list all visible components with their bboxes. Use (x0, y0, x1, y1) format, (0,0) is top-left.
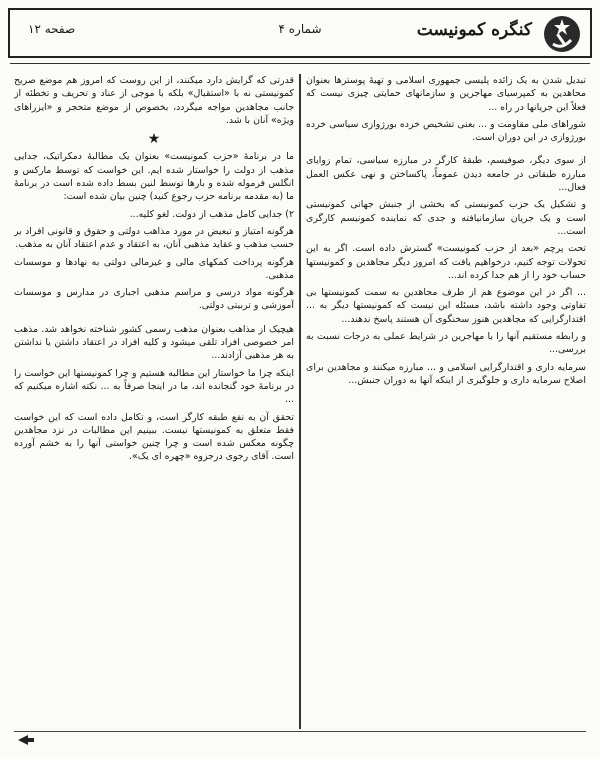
paragraph: تحت پرچم «بعد از حزب کمونیست» گسترش داده است. اگر به این تحولات توجه کنیم، درخواهیم یافت که امروز دیگر مجاهدین و کمونیستها حساب خود را از هم جدا کرده اند... (306, 243, 586, 281)
right-column (306, 74, 586, 729)
paragraph: تحقق آن به نفع طبقه کارگر است، و تکامل داده است که این خواست فقط متعلق به کمونیستها نیست. ببینیم این مطالبات در نزد مجاهدین چگونه معکس شده است و چرا چنین خواستی آنها را به خشم آورده است. آقای رجوی درجزوه «چهره ای یک». (14, 411, 294, 463)
page-header (8, 8, 592, 58)
issue-number: شماره ۴ (278, 22, 322, 36)
footer-rule (14, 731, 586, 732)
paragraph: هرگونه امتیاز و تبعیض در مورد مذاهب دولتی و حقوق و قانونی افراد بر حسب مذهب و عقاید مذهبی آنان، به اعتقاد و عدم اعتقاد آنان به مذهب. (14, 225, 294, 251)
page-number: صفحه ۱۲ (28, 22, 76, 36)
continue-arrow-icon (18, 735, 34, 745)
paragraph: و رابطه مستقیم آنها را با مهاجرین در شرایط عملی به درجات نسبت به بررسی... (306, 331, 586, 356)
paragraph: هیچیک از مذاهب بعنوان مذهب رسمی کشور شناخته نخواهد شد. مذهب امر خصوصی افراد تلقی میشود و کلیه افراد در اعتقاد داشتن یا نداشتن به هر مذهبی آزادند... (14, 323, 294, 362)
paragraph: تبدیل شدن به یک زائده پلیسی جمهوری اسلامی و تهیۀ پوسترها بعنوان محاهدین به کمپرسیای مهاجرین و سازمانهای حمایتی چیزی نیست که فعلاً این جریانها در راه ... (306, 75, 586, 113)
paragraph: ما در برنامۀ «حزب کمونیست» بعنوان یک مطالبۀ دمکراتیک، جدایی مذهب از دولت را خواستار شده ایم. این خواست که توسط مارکس و انگلس فرموله شده و بارها توسط لنین بسط داده شده است در برنامۀ ما (به مقدمه برنامه حزب رجوع کنید) چنین بیان شده است: (14, 151, 294, 203)
left-column (14, 74, 294, 729)
paragraph: قدرتی که گرایش دارد میکنند، از این روست که امروز هم موضع صریح کمونیستی نه با «استقبال» بلکه با موجی از عناد و تحریف و تخطئه از جانب مجاهدین مواجه میگردد، بخصوص از موضع متحجر و «ایزراهای ویژه» آنان با شد. (14, 75, 294, 126)
paragraph: هرگونه پرداخت کمکهای مالی و غیرمالی دولتی به نهادها و موسسات مذهبی. (14, 256, 294, 281)
column-divider (299, 74, 301, 729)
paragraph: ... اگر در این موضوع هم از طرف مجاهدین به سمت کمونیستها بی تفاوتی وجود داشته باشد، مسئله این نیست که کمونیستها دیگر به ... اقتدارگرایی که مجاهدین هنوز سخنگوی آن هستند پاسخ ندهند... (306, 287, 586, 325)
section-star-icon: ★ (147, 131, 161, 148)
paragraph: سرمایه داری و اقتدارگرایی اسلامی و ... مبارزه میکنند و مجاهدین برای اصلاح سرمایه داری و جلوگیری از اینکه آنها به دوران جنبش... (306, 361, 586, 386)
header-rule (10, 63, 590, 64)
paragraph: هرگونه مواد درسی و مراسم مذهبی اجباری در مدارس و موسسات آموزشی و تربیتی دولتی. (14, 287, 294, 312)
paragraph: ۲) جدایی کامل مذهب از دولت. لغو کلیه... (129, 208, 294, 220)
paragraph: از سوی دیگر، صوفیسم، طبقۀ کارگر در مبارزه سیاسی، تمام زوایای مبارزه طبقاتی در جامعه دیدن عموماً، پاکساختن و نهی عکس العمل فعال... (306, 155, 586, 194)
paragraph: و تشکیل یک حزب کمونیستی که بخشی از جنبش جهانی کمونیستی است و یک جریان سازمانیافته و جدی که نماینده کمونیسم کارگری است... (306, 199, 586, 237)
paragraph: اینکه چرا ما خواستار این مطالبه هستیم و چرا کمونیستها این خواست را در برنامۀ خود گنجانده اند، ما در اینجا صرفاً به ... نکته اشاره میکنیم که ... (14, 367, 294, 406)
hammer-sickle-star-icon (542, 14, 582, 54)
paragraph: شوراهای ملی مقاومت و ... بعنی تشخیص خرده بورژوازی سیاسی خرده بورژوازی در این دوران است. (306, 118, 586, 144)
publication-title: کنگره کمونیست (416, 20, 532, 40)
